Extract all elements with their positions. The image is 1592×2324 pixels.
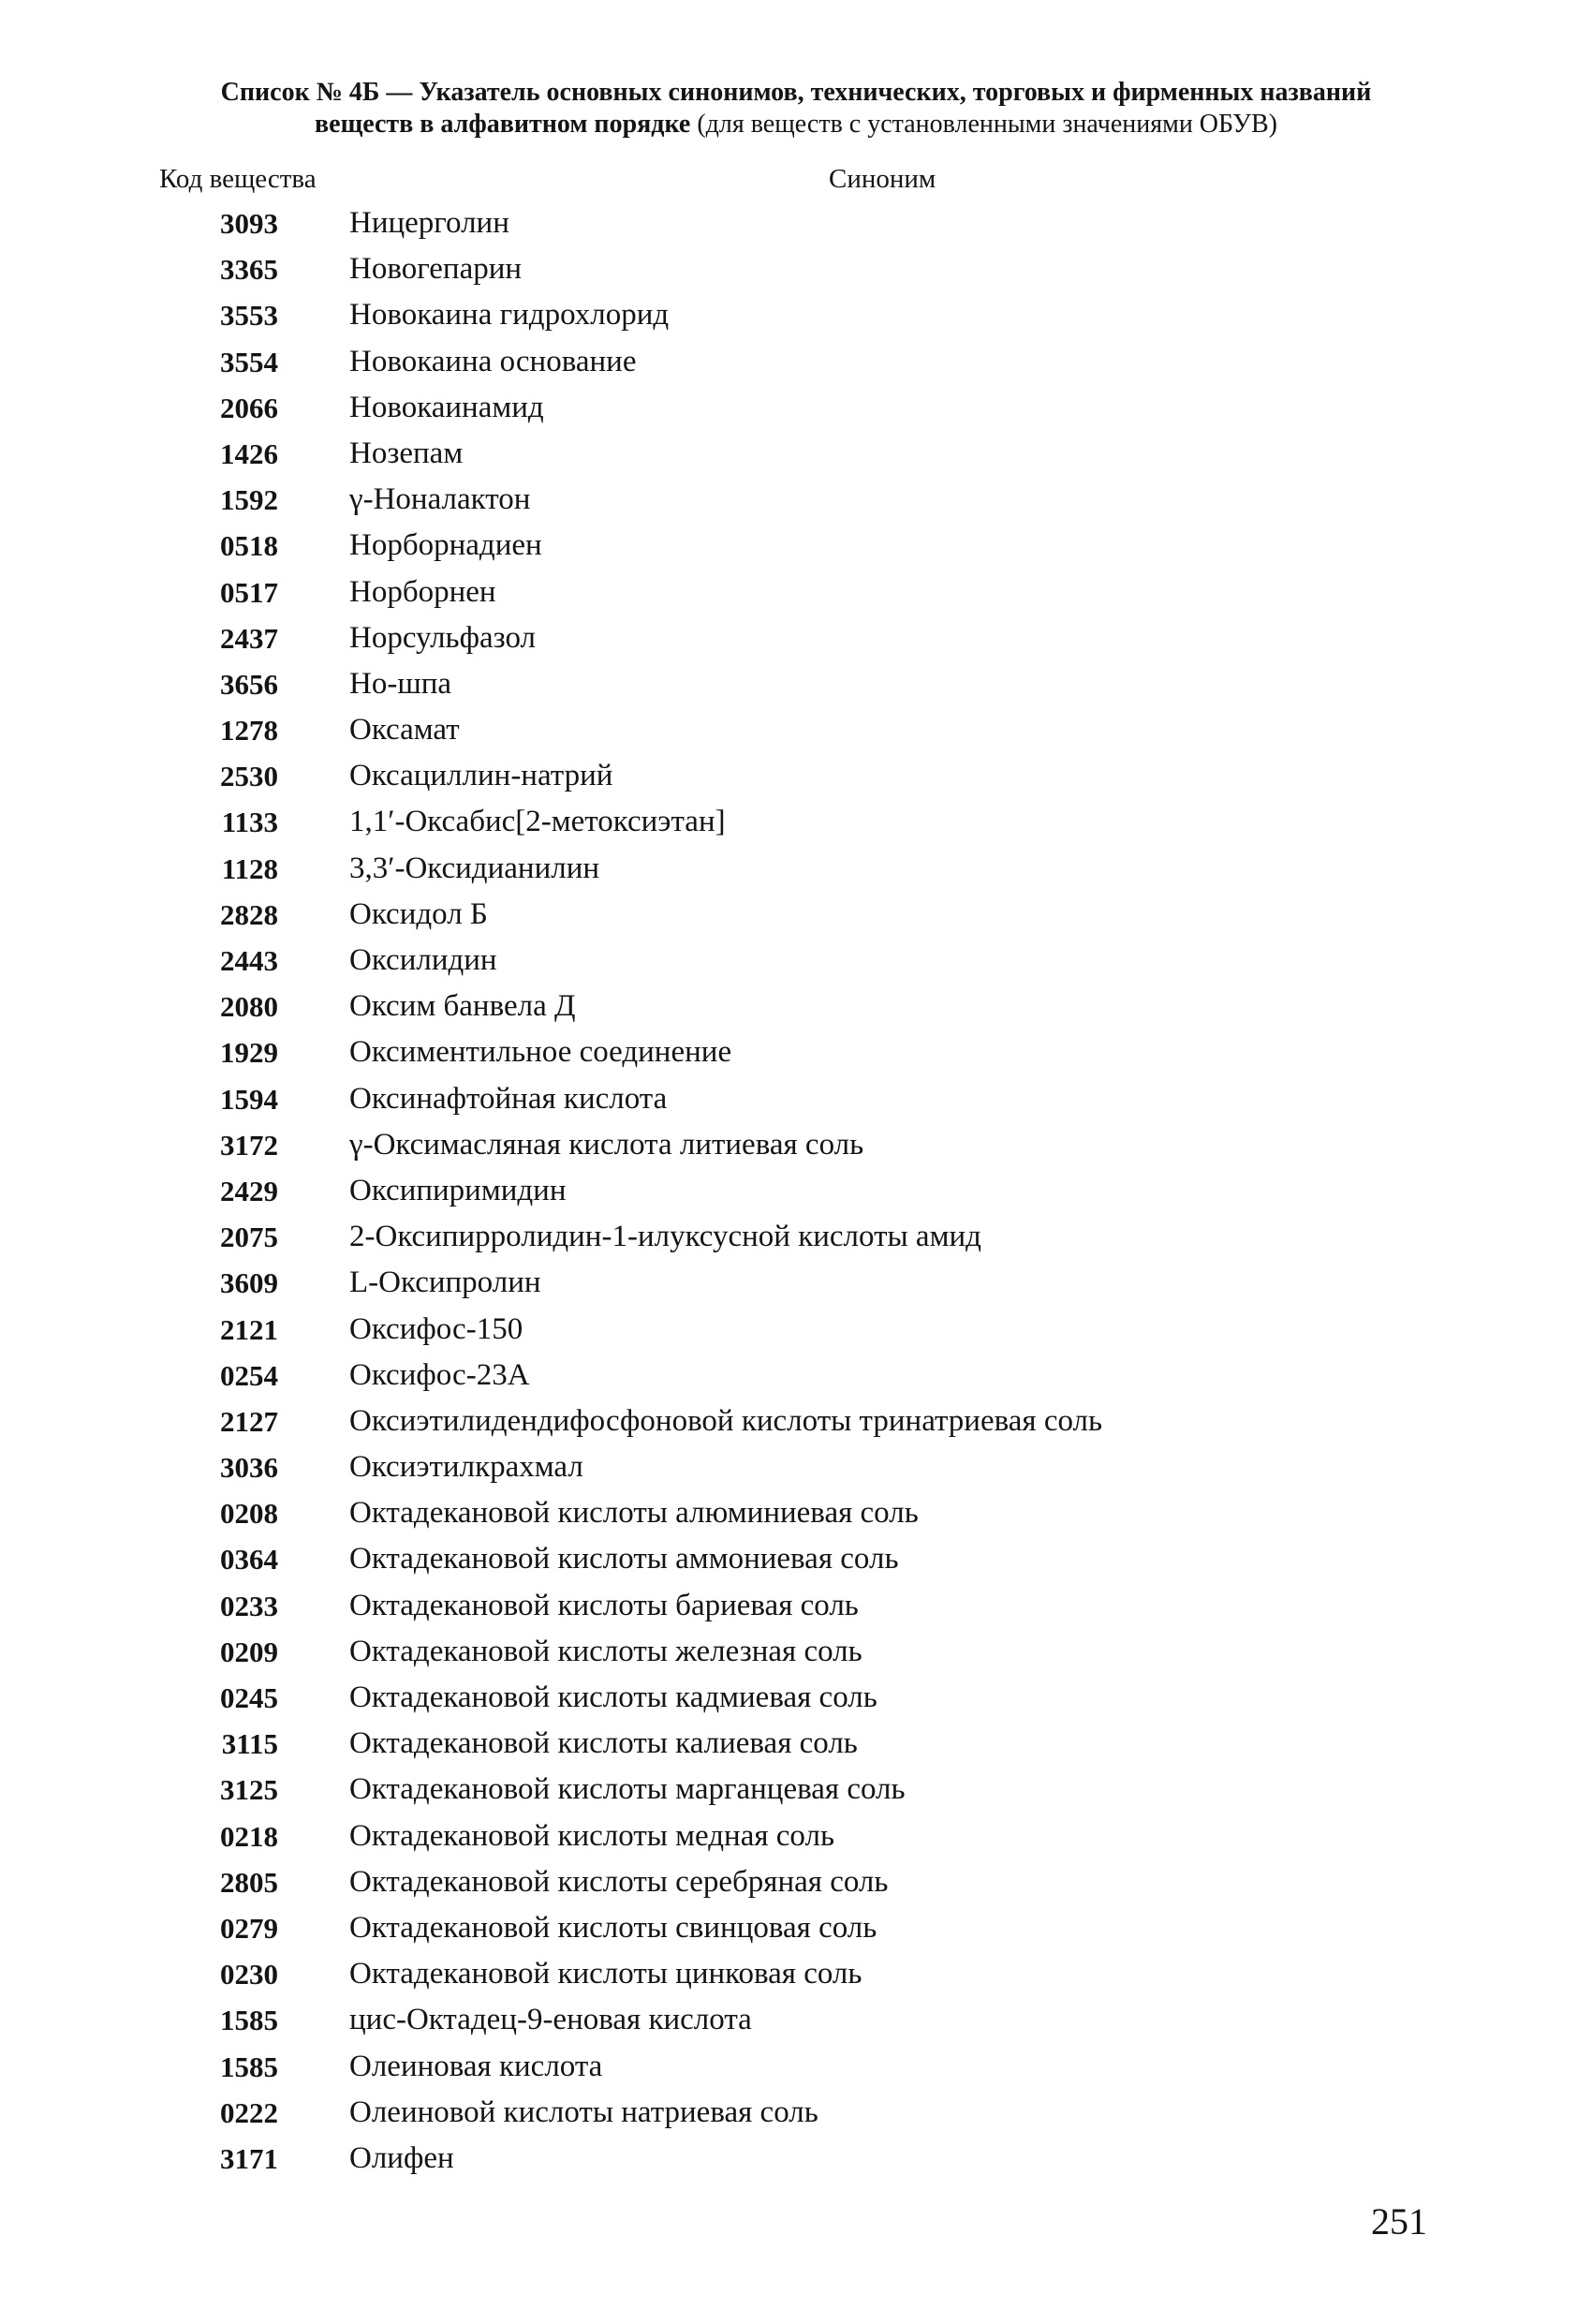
table-row: [0, 1813, 1592, 1859]
substance-code: 0208: [220, 1497, 278, 1531]
substance-code: 0245: [220, 1681, 278, 1714]
table-row: [0, 799, 1592, 845]
substance-code: 3365: [220, 253, 278, 287]
substance-synonym: Олеиновой кислоты натриевая соль: [349, 2095, 818, 2129]
substance-code: 0218: [220, 1819, 278, 1853]
table-row: [0, 1629, 1592, 1675]
table-row: [0, 1353, 1592, 1399]
substance-code: 3554: [220, 345, 278, 378]
substance-synonym: 3,3′-Оксидианилин: [349, 851, 600, 885]
table-row: [0, 1721, 1592, 1767]
table-row: [0, 339, 1592, 385]
table-row: [0, 1168, 1592, 1214]
table-row: [0, 1122, 1592, 1168]
substance-code: 3115: [221, 1727, 278, 1761]
table-row: [0, 1767, 1592, 1813]
substance-code: 2429: [220, 1174, 278, 1207]
substance-code: 1278: [220, 714, 278, 748]
table-row: [0, 1951, 1592, 1997]
table-row: [0, 385, 1592, 431]
substance-synonym: Оксилидин: [349, 943, 497, 977]
substance-synonym: Октадекановой кислоты железная соль: [349, 1634, 862, 1668]
table-row: [0, 1490, 1592, 1536]
substance-code: 0222: [220, 2095, 278, 2129]
table-row: [0, 938, 1592, 984]
substance-synonym: Оксифос-23А: [349, 1357, 530, 1392]
substance-code: 2828: [220, 897, 278, 931]
table-row: [0, 570, 1592, 615]
substance-code: 3036: [220, 1451, 278, 1485]
substance-code: 0279: [220, 1911, 278, 1945]
substance-code: 1594: [220, 1082, 278, 1116]
table-row: [0, 1444, 1592, 1490]
substance-synonym: Октадекановой кислоты серебряная соль: [349, 1864, 889, 1899]
table-row: [0, 892, 1592, 938]
substance-synonym: L-Оксипролин: [349, 1266, 541, 1300]
list-subtitle: [140, 109, 1452, 141]
substance-synonym: Оксациллин-натрий: [349, 759, 613, 793]
substance-code: 3609: [220, 1266, 278, 1300]
substance-code: 2437: [220, 621, 278, 655]
substance-synonym: Оксипиримидин: [349, 1173, 567, 1207]
column-header-synonym: Синоним: [829, 164, 936, 194]
substance-code: 2530: [220, 760, 278, 793]
substance-synonym: 2-Оксипирролидин-1-илуксусной кислоты амид: [349, 1220, 981, 1254]
substance-synonym: Оксиментильное соединение: [349, 1035, 732, 1070]
substance-code: 1585: [220, 2004, 278, 2037]
table-row: [0, 984, 1592, 1029]
substance-synonym: Оксифос-150: [349, 1311, 523, 1346]
substance-code: 2443: [220, 944, 278, 977]
table-row: [0, 1399, 1592, 1444]
table-row: [0, 846, 1592, 892]
table-row: [0, 1029, 1592, 1075]
table-row: [0, 1675, 1592, 1721]
substance-synonym: Оксинафтойная кислота: [349, 1081, 668, 1116]
substance-synonym: Октадекановой кислоты свинцовая соль: [349, 1910, 877, 1945]
substance-code: 2121: [220, 1312, 278, 1346]
table-row: [0, 200, 1592, 246]
table-row: [0, 2136, 1592, 2182]
substance-synonym: Олеиновая кислота: [349, 2049, 603, 2083]
table-row: [0, 2044, 1592, 2090]
substance-code: 3656: [220, 667, 278, 701]
substance-code: 3553: [220, 299, 278, 333]
substance-code: 3093: [220, 207, 278, 240]
substance-synonym: Октадекановой кислоты бариевая соль: [349, 1588, 859, 1622]
synonym-table: [0, 200, 1592, 2182]
substance-synonym: Ницерголин: [349, 206, 509, 240]
table-row: [0, 477, 1592, 523]
column-header-code: Код вещества: [159, 164, 317, 194]
substance-synonym: Нозепам: [349, 436, 464, 470]
substance-code: 0233: [220, 1589, 278, 1622]
table-row: [0, 2090, 1592, 2136]
substance-synonym: Оксидол Б: [349, 896, 488, 931]
substance-code: 1585: [220, 2050, 278, 2083]
table-row: [0, 1583, 1592, 1629]
substance-synonym: Оксамат: [349, 713, 460, 748]
table-row: [0, 1214, 1592, 1260]
substance-code: 1133: [221, 806, 278, 839]
substance-code: 1929: [220, 1036, 278, 1070]
table-row: [0, 1076, 1592, 1122]
substance-synonym: 1,1′-Оксабис[2-метоксиэтан]: [349, 805, 726, 839]
list-subtitle-rest: (для веществ с установленными значениями ОБУВ): [690, 110, 1277, 139]
table-row: [0, 753, 1592, 799]
substance-code: 2075: [220, 1221, 278, 1254]
substance-synonym: Октадекановой кислоты медная соль: [349, 1818, 835, 1853]
substance-synonym: γ-Оксимасляная кислота литиевая соль: [349, 1127, 864, 1162]
list-subtitle-bold: веществ в алфавитном порядке: [315, 110, 691, 139]
substance-code: 1426: [220, 437, 278, 470]
substance-synonym: Новокаина гидрохлорид: [349, 298, 670, 333]
substance-code: 2080: [220, 990, 278, 1024]
substance-synonym: Октадекановой кислоты марганцевая соль: [349, 1772, 906, 1807]
substance-synonym: Но-шпа: [349, 666, 452, 701]
substance-synonym: Олифен: [349, 2140, 454, 2175]
substance-code: 0254: [220, 1358, 278, 1392]
substance-synonym: Октадекановой кислоты алюминиевая соль: [349, 1496, 919, 1531]
substance-code: 3172: [220, 1128, 278, 1162]
table-row: [0, 1859, 1592, 1905]
substance-synonym: Норборнадиен: [349, 528, 542, 563]
substance-synonym: Оксим банвела Д: [349, 989, 576, 1024]
substance-synonym: Оксиэтилкрахмал: [349, 1450, 583, 1485]
substance-code: 0518: [220, 529, 278, 563]
table-row: [0, 1307, 1592, 1353]
list-title: Список № 4Б — Указатель основных синонимов, технических, торговых и фирменных названий: [220, 78, 1372, 107]
table-row: [0, 246, 1592, 292]
substance-synonym: Октадекановой кислоты калиевая соль: [349, 1726, 858, 1761]
substance-synonym: Новокаина основание: [349, 344, 637, 378]
substance-code: 1128: [221, 851, 278, 885]
substance-synonym: Новогепарин: [349, 252, 523, 287]
table-row: [0, 431, 1592, 477]
substance-code: 0517: [220, 575, 278, 609]
table-row: [0, 1260, 1592, 1306]
substance-code: 0364: [220, 1543, 278, 1576]
table-row: [0, 707, 1592, 753]
substance-synonym: Октадекановой кислоты кадмиевая соль: [349, 1680, 877, 1714]
substance-synonym: Норсульфазол: [349, 620, 537, 655]
substance-code: 1592: [220, 483, 278, 517]
substance-synonym: γ-Ноналактон: [349, 482, 531, 517]
substance-code: 2066: [220, 391, 278, 424]
table-row: [0, 1997, 1592, 2043]
substance-synonym: Октадекановой кислоты цинковая соль: [349, 1957, 862, 1991]
page-number: 251: [1371, 2200, 1427, 2243]
substance-synonym: Новокаинамид: [349, 390, 544, 424]
substance-code: 2127: [220, 1404, 278, 1438]
substance-code: 0230: [220, 1958, 278, 1991]
table-row: [0, 292, 1592, 338]
substance-synonym: Норборнен: [349, 574, 496, 609]
substance-synonym: цис-Октадец-9-еновая кислота: [349, 2003, 752, 2037]
substance-synonym: Октадекановой кислоты аммониевая соль: [349, 1542, 899, 1576]
substance-synonym: Оксиэтилидендифосфоновой кислоты тринатриевая соль: [349, 1403, 1103, 1438]
substance-code: 0209: [220, 1635, 278, 1668]
table-row: [0, 661, 1592, 707]
table-row: [0, 1536, 1592, 1582]
substance-code: 2805: [220, 1865, 278, 1899]
substance-code: 3125: [220, 1773, 278, 1807]
substance-code: 3171: [220, 2141, 278, 2175]
table-row: [0, 1905, 1592, 1951]
table-row: [0, 523, 1592, 569]
table-row: [0, 615, 1592, 661]
